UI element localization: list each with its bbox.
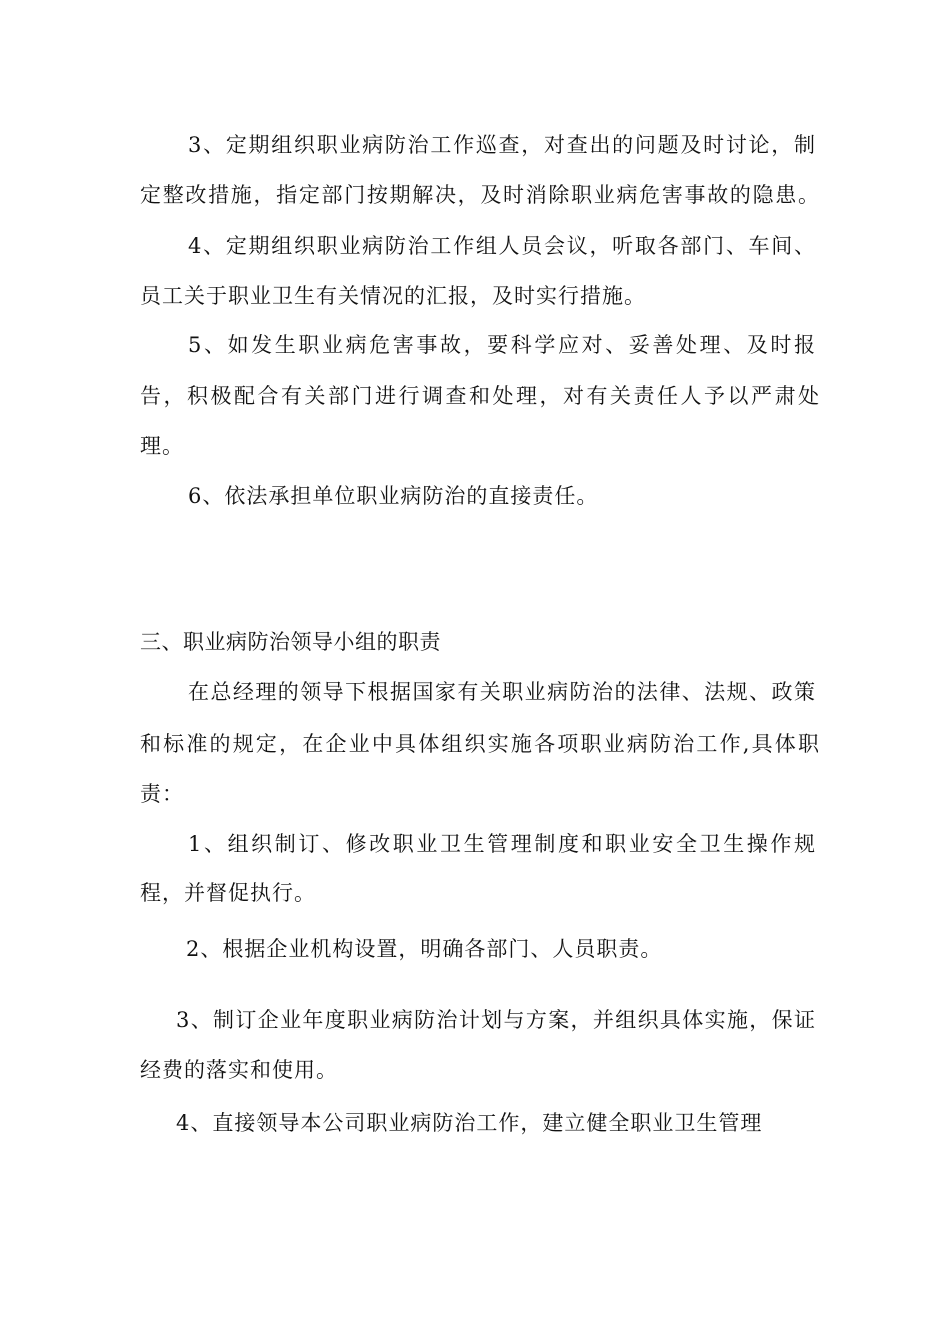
paragraph-3-line-2: 定整改措施，指定部门按期解决，及时消除职业病危害事故的隐患。 — [140, 183, 820, 207]
duty-4-line-1: 4、直接领导本公司职业病防治工作，建立健全职业卫生管理 — [176, 1111, 763, 1135]
duty-1-line-1: 1、组织制订、修改职业卫生管理制度和职业安全卫生操作规 — [188, 832, 816, 856]
duty-3-line-2: 经费的落实和使用。 — [140, 1058, 338, 1082]
section-3-intro-line-1: 在总经理的领导下根据国家有关职业病防治的法律、法规、政策 — [188, 680, 816, 704]
paragraph-5-line-3: 理。 — [140, 434, 184, 458]
section-3-intro-line-2: 和标准的规定，在企业中具体组织实施各项职业病防治工作,具体职 — [140, 732, 820, 756]
paragraph-3-line-1: 3、定期组织职业病防治工作巡查，对查出的问题及时讨论，制 — [188, 133, 816, 157]
paragraph-4-line-1: 4、定期组织职业病防治工作组人员会议，听取各部门、车间、 — [188, 234, 816, 258]
paragraph-4-line-2: 员工关于职业卫生有关情况的汇报，及时实行措施。 — [140, 284, 646, 308]
section-3-intro-line-3: 责： — [140, 782, 184, 806]
paragraph-6-line-1: 6、依法承担单位职业病防治的直接责任。 — [188, 484, 599, 508]
paragraph-5-line-1: 5、如发生职业病危害事故，要科学应对、妥善处理、及时报 — [188, 333, 816, 357]
duty-1-line-2: 程，并督促执行。 — [140, 881, 316, 905]
paragraph-5-line-2: 告，积极配合有关部门进行调查和处理，对有关责任人予以严肃处 — [140, 384, 820, 408]
duty-3-line-1: 3、制订企业年度职业病防治计划与方案，并组织具体实施，保证 — [176, 1008, 816, 1032]
section-3-heading: 三、职业病防治领导小组的职责 — [140, 630, 441, 654]
duty-2-line-1: 2、根据企业机构设置，明确各部门、人员职责。 — [186, 937, 663, 961]
